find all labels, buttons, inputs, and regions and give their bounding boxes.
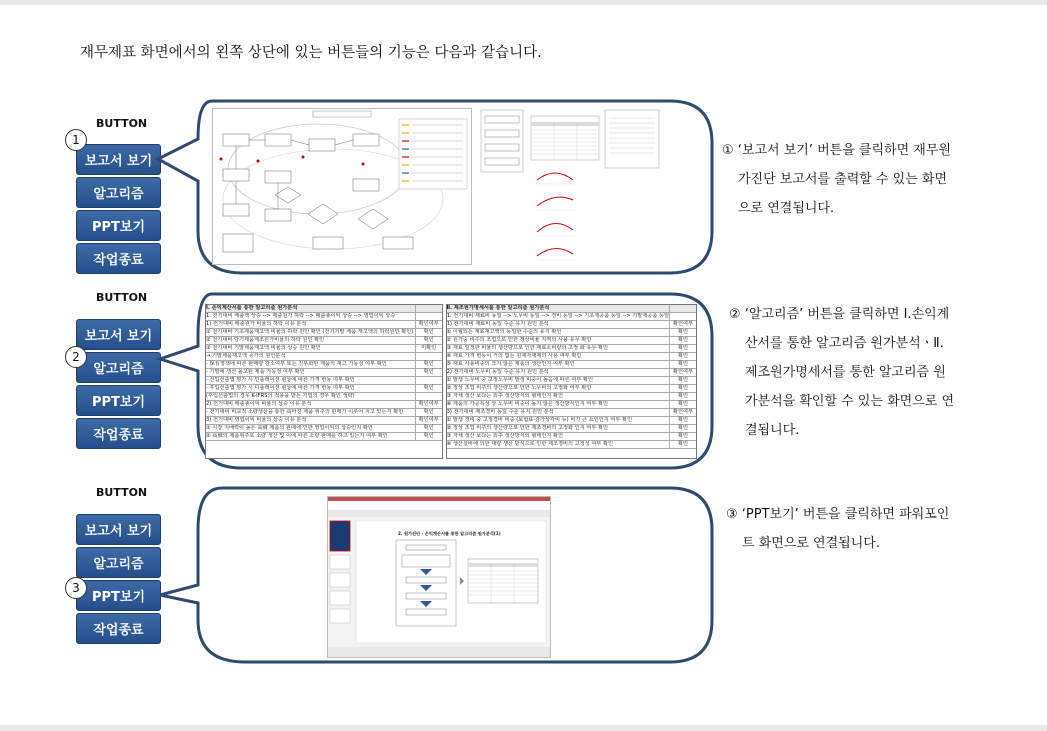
description-2-line: ② ‘알고리즘’ 버튼을 클릭하면 Ⅰ.손익계 — [729, 307, 950, 322]
table-row: - 선입선출법 평가 시 인플레이션 현상에 따른 가격 변동 여부 확인 — [206, 377, 442, 385]
report-view-button[interactable]: 보고서 보기 — [76, 514, 161, 545]
table-row: 3) 전기대비 영업이익 비율의 상승 이유 분석 확인여부 — [206, 417, 442, 425]
table-row: ② 高價의 제품위주로 소량 생산 및 이에 따른 소량 판매를 하고 있는지 여부 확인 확인 — [206, 433, 442, 441]
table-row: → 기말제품재고액 증가의 원인분석 — [206, 353, 442, 361]
ppt-slide-title: 2. 원가진단 - 손익계산서를 통한 알고리즘 원가분석(1) — [398, 531, 501, 536]
table-row: (후입선출법의 경우 K-IFRS의 적용을 받는 기업의 경우 확인 생략) — [206, 393, 442, 401]
exit-button[interactable]: 작업종료 — [76, 418, 161, 449]
description-2-line: 결됩니다. — [745, 423, 800, 438]
button-group-title: BUTTON — [96, 486, 148, 499]
table-row: 1. 전기대비 매출액 상승 --> 매출원가 하락 --> 매출총이익 상승 --> 영업이익 상승 — [206, 313, 442, 321]
table-row: ① 이월되는 재료재고액의 동일한 수준의 유지 확인 확인 — [447, 329, 696, 337]
marker-3: 3 — [65, 577, 87, 599]
table-row: ① 시장 지배력이 높은 高價 제품의 판매에 인한 영업이익의 상승인지 확인 확인 — [206, 425, 442, 433]
marker-1: 1 — [65, 129, 87, 151]
table-row: 1) 전기대비 재료비 동일 수준 유지 원인 분석 확인여부 — [447, 321, 696, 329]
description-1-line: 가진단 보고서를 출력할 수 있는 화면 — [738, 172, 948, 187]
table-row: ④ 제품의 가공특성 상 노무비 비중이 높지 않은 생산방식인지 여부 확인 확인 — [447, 401, 696, 409]
report-view-button[interactable]: 보고서 보기 — [76, 144, 161, 175]
table-row: ④ 재료 가격 변동이 거의 없는 원재자재제의 사용 여부 확인 확인 — [447, 353, 696, 361]
algorithm-table-right — [446, 304, 697, 459]
algorithm-analysis-thumbnail — [205, 304, 697, 459]
description-3-line: 트 화면으로 연결됩니다. — [742, 536, 880, 551]
table-header: Ⅰ. 손익계산서를 통한 알고리즘 원가분석 — [206, 305, 442, 313]
description-3 — [726, 500, 949, 558]
table-row: 2) 전기대비 노무비 동일 수준 유지 원인 분석 확인여부 — [447, 369, 696, 377]
marker-2: 2 — [65, 346, 87, 368]
page-heading: 재무제표 화면에서의 왼쪽 상단에 있는 버튼들의 기능은 다음과 같습니다. — [80, 45, 542, 61]
table-header: Ⅱ. 제조원가명세서를 통한 알고리즘 원가분석 — [447, 305, 696, 313]
document-page — [0, 5, 1047, 725]
table-row: - 전기대비 비교적 소량생산을 통한 高마진 제품 위주의 판매가 이루어 지고 있는지 확인 확인 — [206, 409, 442, 417]
report-view-button[interactable]: 보고서 보기 — [76, 319, 161, 350]
algorithm-button[interactable]: 알고리즘 — [76, 352, 161, 383]
table-row: ① 발생 경비 중 고정경비 비중 (보험료·감가상각비 등) 비가 큰 요인인지 여부 확인 확인 — [447, 417, 696, 425]
description-2 — [729, 300, 954, 445]
table-row: ③ 전기대비 기말제품재고액 비율의 상승 원인 확인 미확인 — [206, 345, 442, 353]
table-row: - 기말에 생산 몰고된 제품 가능성 여부 확인 확인 — [206, 369, 442, 377]
table-row: 2) 전기대비 매출총이익 비율의 상승 이유 분석 확인여부 — [206, 401, 442, 409]
ppt-view-button[interactable]: PPT보기 — [76, 385, 161, 416]
ppt-view-button[interactable]: PPT보기 — [76, 580, 161, 611]
description-2-line: 제조원가명세서를 통한 알고리즘 원 — [745, 365, 946, 380]
table-row: ② 정상 조업 비주의 생산량으로 인한 노무비의 고정화 여부 확인 확인 — [447, 385, 696, 393]
table-row: 3) 전기대비 제조경비 동일 수준 유지 원인 분석 확인여부 — [447, 409, 696, 417]
report-summary-thumbnail — [479, 108, 664, 263]
table-row: ① 전기대비 기초제품재고액 비율의 하락 원인 확인 (전기기말 제품 재고액의 하락원인 확인) 확인 — [206, 329, 442, 337]
table-row: ③ 재료 일정한 비율의 생산량으로 인한 재료소비량의 고정 화 유무 확인 확인 — [447, 345, 696, 353]
button-group-title: BUTTON — [96, 117, 148, 130]
exit-button[interactable]: 작업종료 — [76, 613, 161, 644]
exit-button[interactable]: 작업종료 — [76, 243, 161, 274]
description-1 — [722, 136, 951, 223]
table-row: - 후입선출법 평가 시 디플레이션 현상에 따른 가격 변동 여부 확인 확인 — [206, 385, 442, 393]
table-row: 1. 전기대비 재료비 동일 --> 노무비 동일 --> 경비 동일 --> 기초재공품 동일 --> 기말재공품 동일 — [447, 313, 696, 321]
algorithm-button[interactable]: 알고리즘 — [76, 177, 161, 208]
description-3-line: ③ ‘PPT보기’ 버튼을 클릭하면 파워포인 — [726, 507, 950, 522]
algorithm-button[interactable]: 알고리즘 — [76, 547, 161, 578]
description-2-line: 산서를 통한 알고리즘 원가분석ㆍⅡ. — [745, 336, 944, 351]
description-1-line: 으로 연결됩니다. — [738, 201, 835, 216]
table-row: ① 발생 노무비 중 고정노무비 발생 비중이 높음에 따른 여부 확인 확인 — [447, 377, 696, 385]
ppt-view-button[interactable]: PPT보기 — [76, 210, 161, 241]
ppt-window-thumbnail — [327, 496, 551, 658]
table-row: ② 원가중 비주의 조업으로 인한 정상비율 지역의 사용 유무 확인 확인 — [447, 337, 696, 345]
algorithm-table-left — [205, 304, 443, 459]
table-row: ③ 자체 생산 보다는 외주 생산방식의 형태인지 확인 확인 — [447, 393, 696, 401]
description-2-line: 가분석을 확인할 수 있는 화면으로 연 — [745, 394, 955, 409]
report-flowchart-thumbnail — [212, 108, 472, 265]
table-row: ⑤ 재료 사용비중의 크지 않은 제품의 생산인지 여부 확인 확인 — [447, 361, 696, 369]
table-row: ③ 자체 생산 보다는 외주 생산방식의 형태인지 확인 확인 — [447, 433, 696, 441]
table-row: ② 전기대비 당기제품제조원가비율의 하락 원인 확인 확인 — [206, 337, 442, 345]
table-row: 1) 전기대비 매출원가 비율의 하락 이유 분석 확인여부 — [206, 321, 442, 329]
table-row: ② 정상 조업 비주의 생산량으로 인한 제조경비의 고정화 인지 여부 확인 확인 — [447, 425, 696, 433]
description-1-line: ① ‘보고서 보기’ 버튼을 클릭하면 재무원 — [722, 143, 951, 158]
button-group-title: BUTTON — [96, 291, 148, 304]
table-row: ④ 생산설비에 의한 대량 생산 방식으로 인한 제조경비의 고정성 여부 확인 확인 — [447, 441, 696, 449]
table-row: - 保有정책에 따른 판매량 감소여부 또는 진부화된 제품의 재고 가능성 여부 확인 확인 — [206, 361, 442, 369]
